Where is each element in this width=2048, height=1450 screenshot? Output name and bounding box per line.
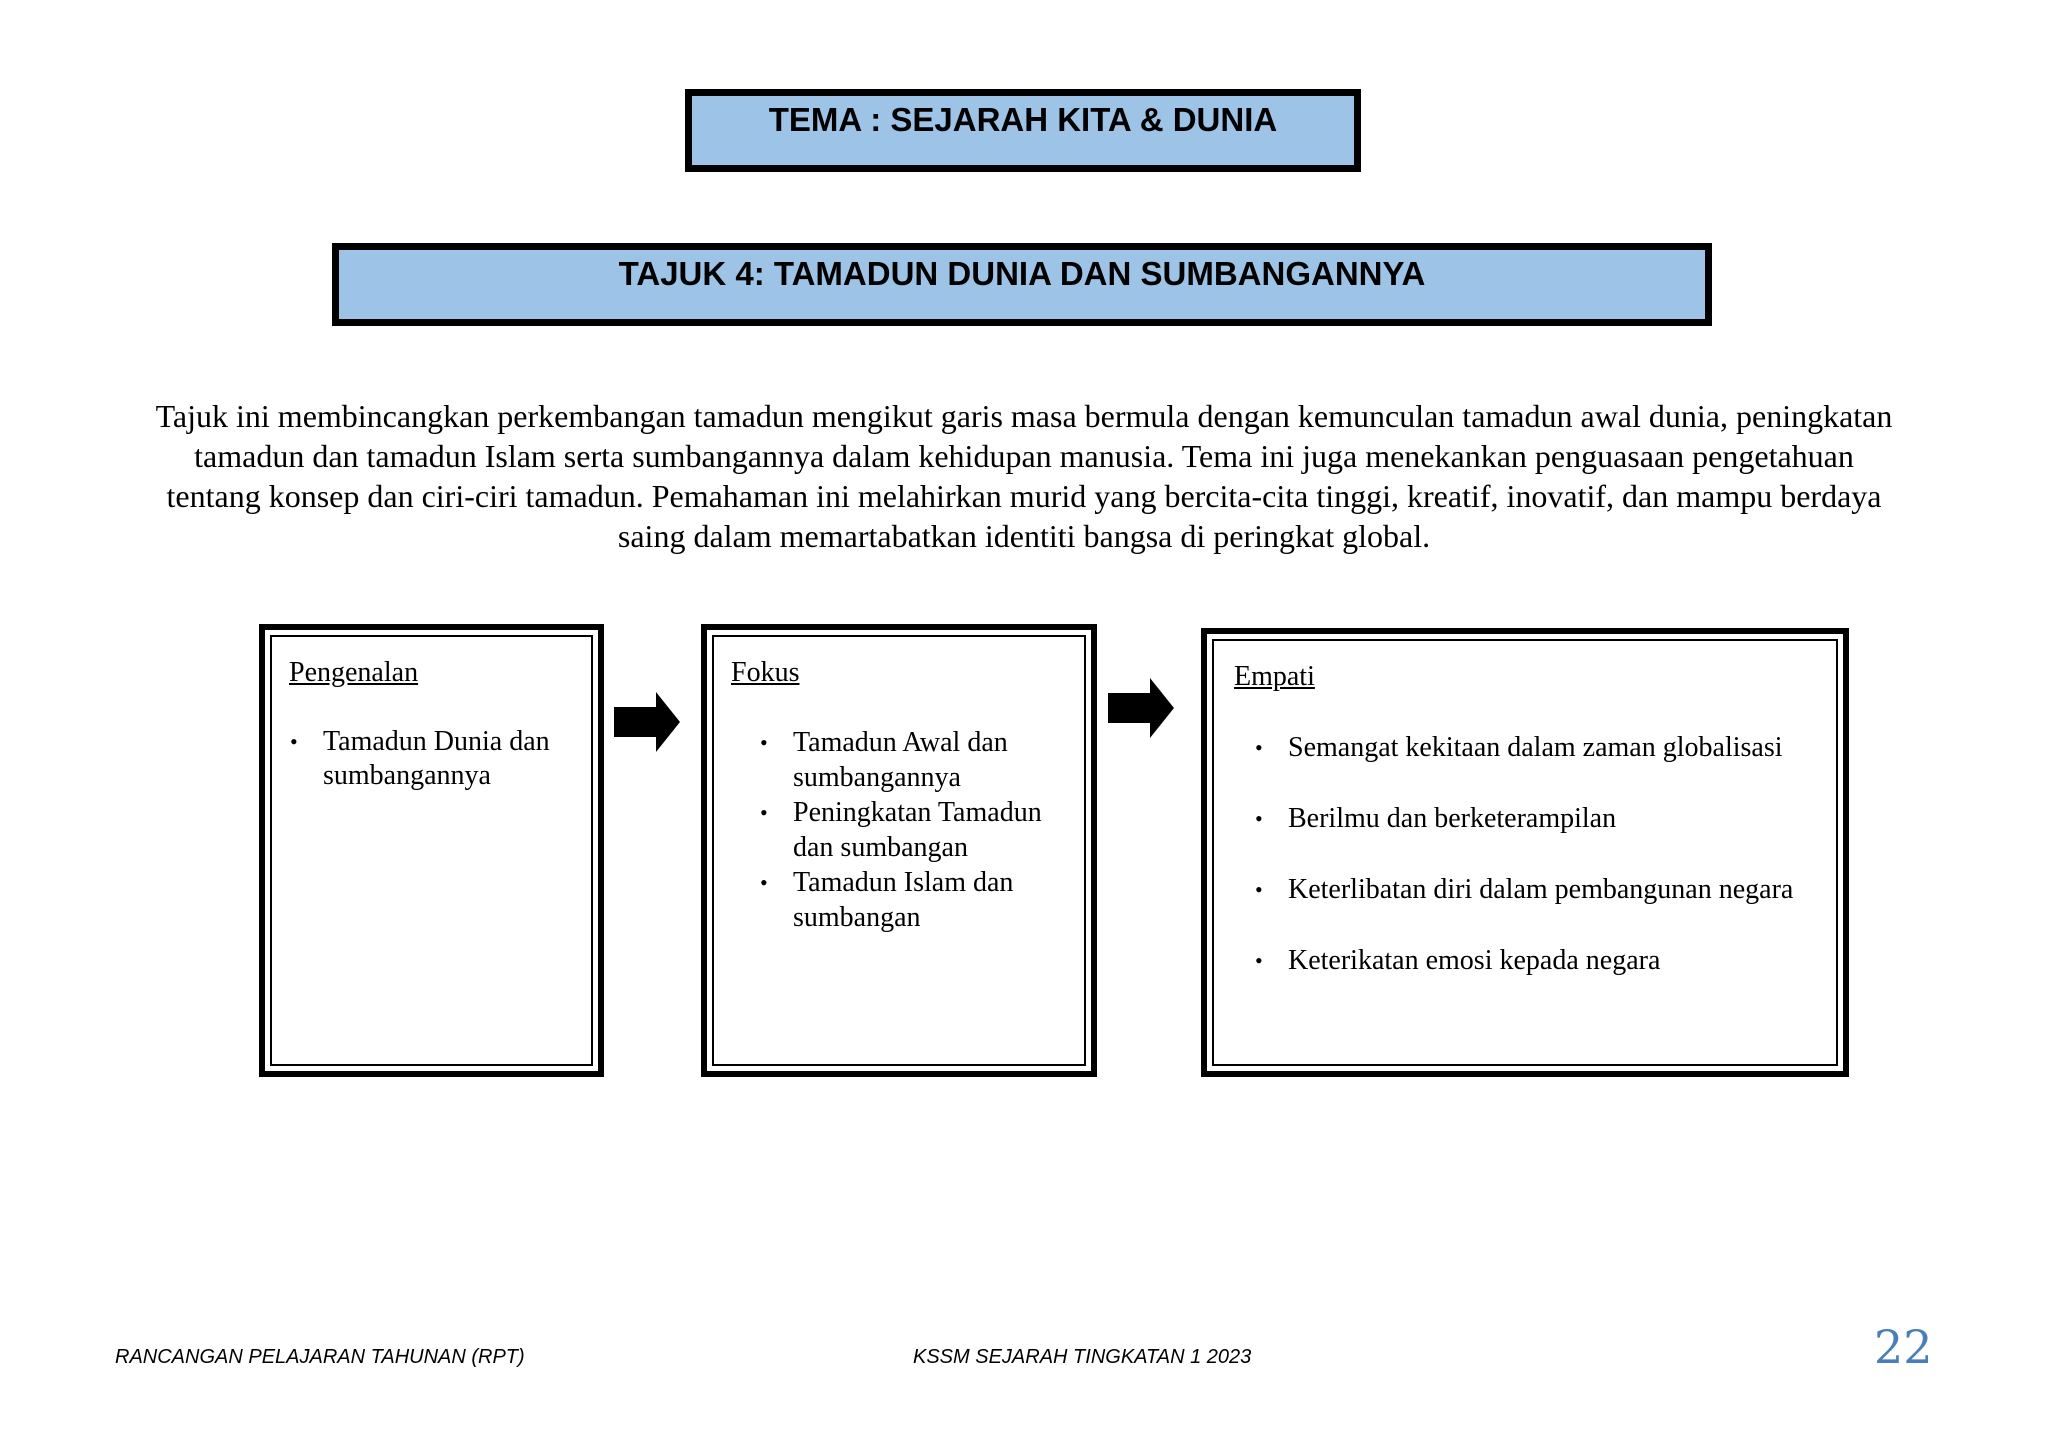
bullet: • (1255, 948, 1263, 973)
intro-line: Tajuk ini membincangkan perkembangan tamadun mengikut garis masa bermula dengan kemunculan tamadun awal dunia, peningkatan (155, 398, 1893, 434)
bullet: • (760, 870, 768, 895)
bullet: • (290, 729, 298, 754)
intro-paragraph (60, 396, 1988, 556)
list-item (1255, 944, 1836, 978)
topic-banner (332, 243, 1712, 326)
list-item (1255, 802, 1836, 836)
page-number: 22 (1874, 1320, 1933, 1374)
list-item (760, 795, 1084, 865)
list-item-text: Keterikatan emosi kepada negara (1288, 945, 1661, 976)
list-item-text: Semangat kekitaan dalam zaman globalisasi (1288, 732, 1783, 763)
intro-box-inner (270, 635, 593, 1066)
intro-box (259, 624, 604, 1077)
empathy-box-inner (1212, 639, 1838, 1066)
intro-box-title: Pengenalan (289, 657, 419, 688)
bullet: • (760, 730, 768, 755)
theme-banner (685, 89, 1361, 172)
list-item-text: Keterlibatan diri dalam pembangunan negara (1288, 874, 1794, 905)
footer-left-text: RANCANGAN PELAJARAN TAHUNAN (RPT) (115, 1346, 525, 1368)
empathy-box-title: Empati (1234, 661, 1315, 692)
intro-line: tamadun dan tamadun Islam serta sumbangannya dalam kehidupan manusia. Tema ini juga menekankan penguasaan pengetahuan (194, 438, 1854, 474)
intro-line: tentang konsep dan ciri-ciri tamadun. Pemahaman ini melahirkan murid yang bercita-cita tinggi, kreatif, inovatif, dan mampu berdaya (166, 478, 1882, 514)
empathy-box (1201, 628, 1849, 1077)
list-item (760, 865, 1084, 935)
right-arrow-icon (614, 692, 680, 752)
focus-box-list (731, 725, 1084, 935)
focus-box (701, 624, 1097, 1077)
footer-center-text: KSSM SEJARAH TINGKATAN 1 2023 (913, 1346, 1252, 1368)
bullet: • (1255, 735, 1263, 760)
list-item (760, 725, 1084, 795)
list-item-line: sumbangan (793, 902, 921, 933)
list-item-text: Berilmu dan berketerampilan (1288, 803, 1617, 834)
topic-banner-text: TAJUK 4: TAMADUN DUNIA DAN SUMBANGANNYA (618, 255, 1426, 292)
focus-box-inner (712, 635, 1086, 1066)
theme-banner-text: TEMA : SEJARAH KITA & DUNIA (768, 101, 1278, 138)
bullet: • (1255, 806, 1263, 831)
list-item (1255, 873, 1836, 907)
list-item (290, 725, 591, 793)
list-item-line: Tamadun Awal dan (793, 727, 1008, 758)
bullet: • (1255, 877, 1263, 902)
list-item (1255, 731, 1836, 765)
list-item-line: Tamadun Dunia dan (323, 726, 550, 757)
list-item-line: dan sumbangan (793, 832, 968, 863)
right-arrow-icon (1108, 678, 1174, 738)
list-item-line: sumbangannya (323, 760, 491, 791)
bullet: • (760, 800, 768, 825)
intro-line: saing dalam memartabatkan identiti bangsa di peringkat global. (617, 518, 1431, 554)
list-item-line: Tamadun Islam dan (793, 867, 1014, 898)
empathy-box-list (1234, 731, 1836, 978)
list-item-line: sumbangannya (793, 762, 961, 793)
focus-box-title: Fokus (731, 657, 800, 688)
list-item-line: Peningkatan Tamadun (793, 797, 1042, 828)
intro-box-list (289, 725, 591, 793)
